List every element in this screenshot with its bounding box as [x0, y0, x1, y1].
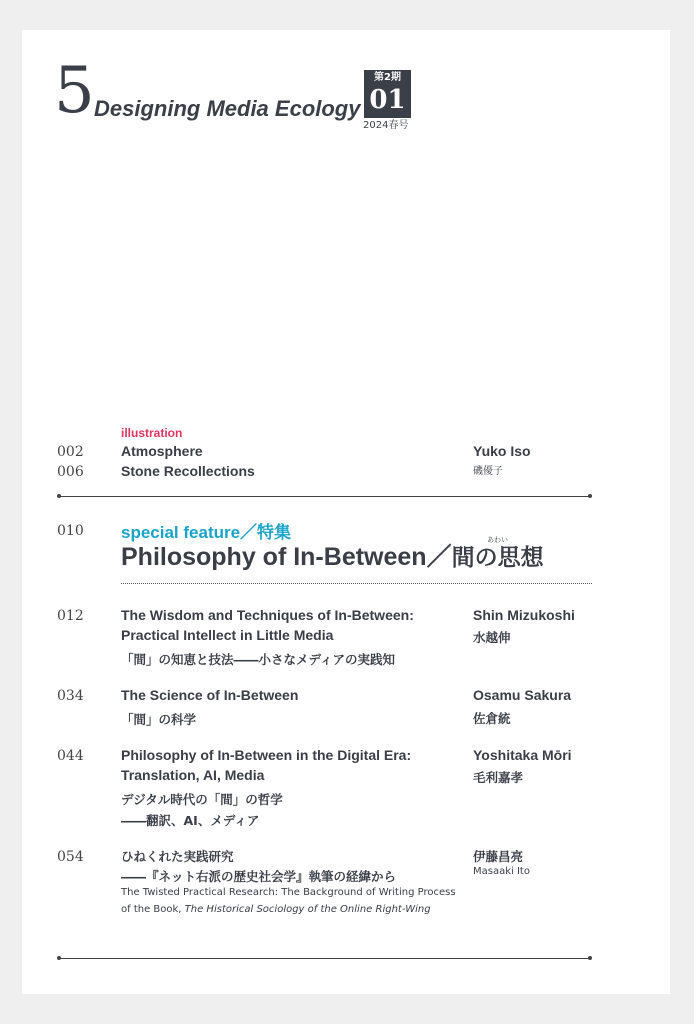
toc-title-en[interactable]: The Twisted Practical Research: The Background of Writing Process [121, 887, 456, 898]
toc-title[interactable]: Philosophy of In-Between in the Digital Era: [121, 747, 412, 763]
divider [59, 496, 590, 497]
page-number: 010 [57, 523, 84, 539]
volume-label: 第2期 [374, 72, 401, 83]
author-en: Shin Mizukoshi [473, 607, 575, 623]
illustration-label: illustration [121, 426, 183, 440]
book-title: The Historical Sociology of the Online Right-Wing [184, 904, 431, 915]
page-number: 054 [57, 849, 84, 865]
toc-title[interactable]: Atmosphere [121, 443, 203, 459]
feature-ruby: あわい [487, 536, 508, 544]
toc-title-ja[interactable]: ――『ネット右派の歴史社会学』執筆の経緯から [121, 869, 397, 884]
author-ja: 水越伸 [473, 630, 511, 645]
title-prefix: of the Book, [121, 904, 185, 915]
author-ja: 伊藤昌亮 [473, 849, 524, 864]
page-number: 044 [57, 748, 84, 764]
page-number: 006 [57, 464, 84, 480]
toc-title[interactable]: Practical Intellect in Little Media [121, 627, 334, 643]
season-label: 2024春号 [363, 120, 409, 131]
toc-title-ja[interactable]: デジタル時代の「間」の哲学 [121, 792, 283, 807]
author-en: Masaaki Ito [473, 866, 530, 877]
feature-label: special feature／特集 [121, 523, 292, 542]
feature-title-ja: 間の思想 [451, 545, 544, 571]
author-en: Yoshitaka Mōri [473, 747, 572, 763]
toc-title[interactable]: Stone Recollections [121, 463, 255, 479]
author-ja: 毛利嘉孝 [473, 770, 524, 785]
toc-title[interactable]: Translation, AI, Media [121, 767, 265, 783]
feature-title-en: Philosophy of In-Between／ [121, 543, 452, 571]
author-ja: 磯優子 [473, 466, 503, 477]
author-ja: 佐倉統 [473, 711, 511, 726]
author-en: Yuko Iso [473, 443, 531, 459]
dotted-divider [121, 583, 592, 584]
page-number: 012 [57, 608, 84, 624]
toc-title[interactable]: The Wisdom and Techniques of In-Between: [121, 607, 414, 623]
divider [59, 958, 590, 959]
toc-title-en[interactable] [121, 904, 431, 915]
toc-title-ja[interactable]: ――翻訳、AI、メディア [121, 813, 260, 828]
toc-page [22, 30, 670, 994]
toc-title-ja[interactable]: 「間」の知恵と技法――小さなメディアの実践知 [121, 652, 396, 667]
author-en: Osamu Sakura [473, 687, 572, 703]
toc-title[interactable]: The Science of In-Between [121, 687, 299, 703]
issue-number: 5 [54, 54, 95, 128]
page-number: 034 [57, 688, 84, 704]
feature-title[interactable] [121, 541, 544, 574]
journal-title: Designing Media Ecology [94, 96, 361, 121]
issue-label: 01 [369, 85, 406, 115]
page-number: 002 [57, 444, 84, 460]
toc-title-ja[interactable]: ひねくれた実践研究 [121, 849, 234, 864]
toc-title-ja[interactable]: 「間」の科学 [121, 712, 197, 727]
